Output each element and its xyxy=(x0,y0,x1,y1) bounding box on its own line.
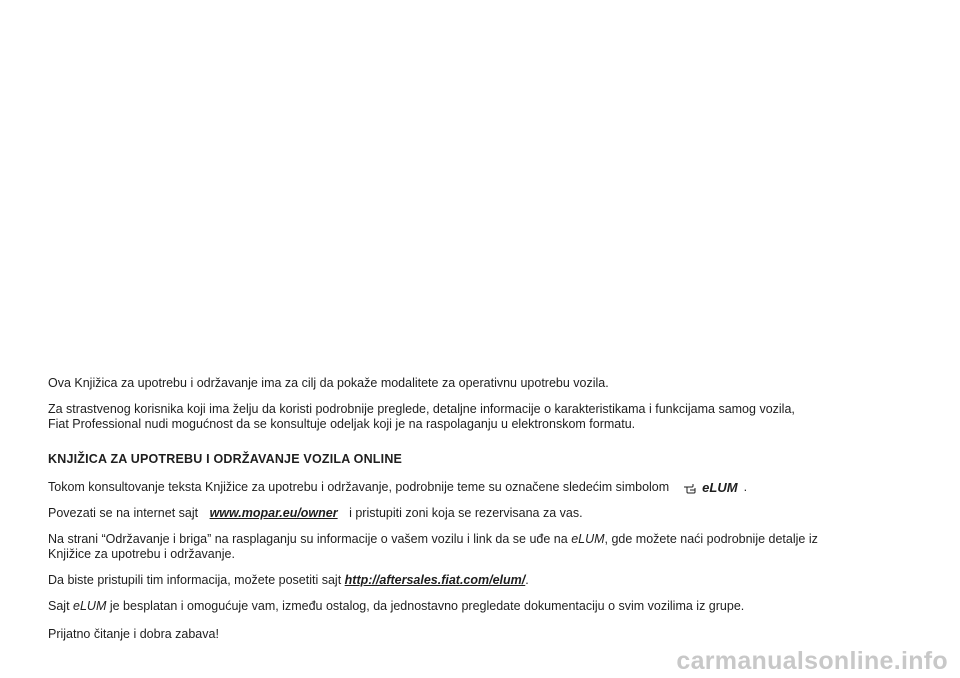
maintenance-line-2: Knjižice za upotrebu i održavanje. xyxy=(48,547,235,561)
intro-paragraph: Ova Knjižica za upotrebu i održavanje ima za cilj da pokaže modalitete za operativnu upotrebu vozila. xyxy=(48,376,609,390)
elum-symbol xyxy=(683,480,737,495)
access-prefix: Da biste pristupili tim informacija, možete posetiti sajt xyxy=(48,573,342,587)
free-site-suffix: je besplatan i omogućuje vam, između ostalog, da jednostavno pregledate dokumentaciju o svim vozilima iz grupe. xyxy=(109,599,745,613)
description-paragraph xyxy=(48,402,928,432)
document-body xyxy=(48,376,928,642)
website-prefix: Povezati se na internet sajt xyxy=(48,506,199,520)
website-suffix: i pristupiti zoni koja se rezervisana za vas. xyxy=(349,506,583,520)
elum-term: eLUM xyxy=(571,532,605,546)
maintenance-line-1 xyxy=(48,532,928,547)
closing-paragraph: Prijatno čitanje i dobra zabava! xyxy=(48,627,219,641)
aftersales-link[interactable]: http://aftersales.fiat.com/elum/ xyxy=(344,573,526,587)
symbol-paragraph xyxy=(48,480,928,495)
symbol-paragraph-end: . xyxy=(743,480,748,494)
maintenance-paragraph xyxy=(48,532,928,562)
elum-symbol-label: eLUM xyxy=(702,480,738,495)
access-suffix: . xyxy=(525,573,529,587)
free-site-paragraph xyxy=(48,599,928,614)
section-heading: KNJIŽICA ZA UPOTREBU I ODRŽAVANJE VOZILA ONLINE xyxy=(48,452,403,466)
free-site-prefix: Sajt xyxy=(48,599,70,613)
symbol-paragraph-text: Tokom konsultovanje teksta Knjižice za upotrebu i održavanje, podrobnije teme su označene sledećim simbolom xyxy=(48,480,670,494)
description-line-2: Fiat Professional nudi mogućnost da se konsultuje odeljak koji je na raspolaganju u elektronskom formatu. xyxy=(48,417,636,431)
maintenance-suffix: , gde možete naći podrobnije detalje iz xyxy=(604,532,818,546)
website-paragraph xyxy=(48,506,928,521)
description-line-1: Za strastvenog korisnika koji ima želju da koristi podrobnije preglede, detaljne informacije o karakteristikama i funkcijama samog vozila, xyxy=(48,402,795,416)
watermark: carmanualsonline.info xyxy=(676,647,948,675)
pointing-hand-icon xyxy=(683,482,701,494)
mopar-link[interactable]: www.mopar.eu/owner xyxy=(209,506,338,520)
elum-term-2: eLUM xyxy=(73,599,107,613)
maintenance-prefix: Na strani “Održavanje i briga” na rasplaganju su informacije o vašem vozilu i link da se uđe na xyxy=(48,532,568,546)
access-paragraph xyxy=(48,573,928,588)
